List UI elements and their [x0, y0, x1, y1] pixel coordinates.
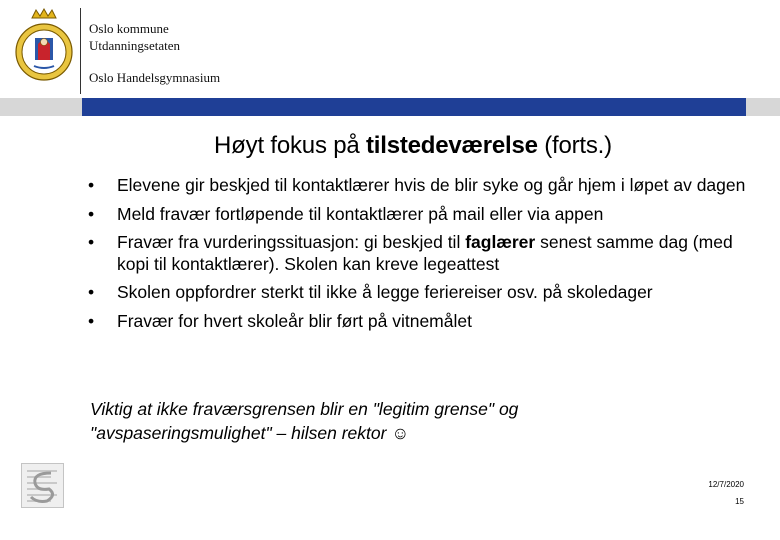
bullet-marker: •	[88, 282, 95, 302]
bullet-text-post: senest samme dag (med kopi til kontaktlærer). Skolen kan kreve legeattest	[117, 232, 733, 274]
title-bold: tilstedeværelse	[365, 132, 538, 159]
footer-logo-icon	[21, 463, 64, 508]
org-line-municipality: Oslo kommune	[89, 21, 169, 36]
title-prefix: Høyt fokus på	[214, 132, 366, 159]
bullet-item	[88, 204, 748, 226]
bullet-item	[88, 282, 748, 304]
footer-date: 12/7/2020	[708, 480, 744, 489]
bullet-text: Skolen oppfordrer sterkt til ikke å legge feriereiser osv. på skoledager	[117, 282, 653, 302]
footer-page-number: 15	[735, 497, 744, 506]
slide-title	[0, 132, 780, 160]
bullet-marker: •	[88, 203, 95, 224]
bullet-marker: •	[88, 175, 95, 195]
oslo-coat-of-arms-icon	[14, 8, 74, 82]
org-name	[89, 20, 180, 54]
bullet-item	[88, 175, 748, 197]
school-name: Oslo Handelsgymnasium	[89, 70, 221, 85]
bullet-text-pre: Fravær fra vurderingssituasjon: gi beskjed til	[117, 232, 466, 252]
bullet-item	[88, 232, 748, 275]
bullet-text-bold: faglærer	[465, 232, 536, 252]
header-band-blue	[82, 98, 746, 116]
bullet-text: Meld fravær fortløpende til kontaktlærer på mail eller via appen	[117, 203, 604, 224]
rector-note: Viktig at ikke fraværsgrensen blir en "legitim grense" og "avspaseringsmulighet" – hilsen rektor ☺	[90, 399, 519, 443]
bullet-list	[88, 175, 748, 339]
bullet-marker: •	[88, 232, 95, 252]
bullet-item	[88, 311, 748, 333]
bullet-text: Fravær for hvert skoleår blir ført på vitnemålet	[117, 310, 472, 331]
title-suffix: (forts.)	[537, 132, 612, 159]
header-divider	[80, 8, 81, 94]
bullet-marker: •	[88, 310, 95, 331]
org-line-agency: Utdanningsetaten	[89, 38, 180, 53]
bullet-text: Elevene gir beskjed til kontaktlærer hvis de blir syke og går hjem i løpet av dagen	[117, 175, 746, 195]
